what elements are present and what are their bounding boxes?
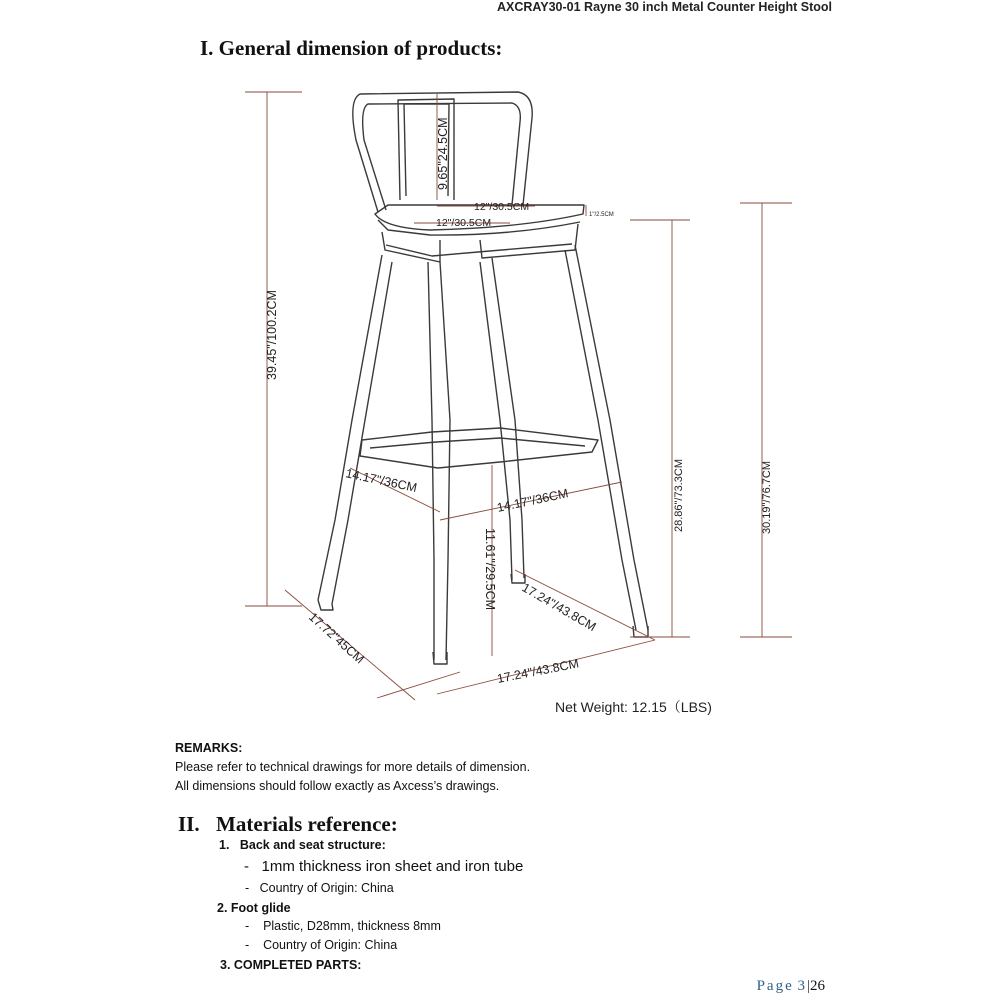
dimension-lines	[245, 92, 792, 700]
remarks-block	[175, 739, 530, 796]
materials-item-1-bullet-1: - 1mm thickness iron sheet and iron tube	[244, 858, 524, 875]
dim-seat-thickness: 1"/2.5CM	[589, 212, 614, 218]
dim-base-bottom: 17.24"/43.8CM	[495, 656, 581, 686]
dim-side-left: 14.17"/36CM	[344, 466, 419, 496]
dim-top-seat-height: 30.19"/76.7CM	[761, 460, 773, 534]
page-number: 3	[797, 978, 807, 994]
dim-total-height: 39.45"/100.2CM	[265, 290, 279, 380]
materials-item-3-title: 3. COMPLETED PARTS:	[220, 958, 362, 972]
net-weight: Net Weight: 12.15（LBS)	[555, 699, 712, 715]
materials-item-2-title: 2. Foot glide	[217, 901, 291, 915]
section-1-title: I. General dimension of products:	[200, 36, 503, 60]
dim-seat-depth: 12"/30.5CM	[474, 201, 530, 213]
dim-footrest-height: 11.61"/29.5CM	[483, 528, 497, 611]
remarks-line-2: All dimensions should follow exactly as Axcess’s drawings.	[175, 779, 500, 793]
stool-outline	[318, 92, 648, 664]
remarks-title: REMARKS:	[175, 741, 243, 755]
dim-seat-width: 12"/30.5CM	[436, 217, 492, 229]
materials-item-2-bullet-2: - Country of Origin: China	[245, 938, 398, 952]
page-separator: |	[806, 978, 810, 994]
page-total: 26	[810, 978, 825, 994]
materials-item-1-bullet-2: - Country of Origin: China	[245, 881, 394, 895]
section-2-title: Materials reference:	[216, 812, 398, 836]
dim-base-left: 17.72"45CM	[305, 609, 367, 667]
materials-item-1-title: 1. Back and seat structure:	[219, 838, 386, 852]
page-word: Page	[756, 978, 794, 994]
materials-item-2-bullet-1: - Plastic, D28mm, thickness 8mm	[245, 919, 441, 933]
dim-side-right: 14.17"/36CM	[495, 486, 570, 515]
document-header: AXCRAY30-01 Rayne 30 inch Metal Counter Height Stool	[496, 0, 832, 14]
dim-seat-height: 28.86"/73.3CM	[673, 458, 685, 532]
dim-base-diag-right: 17.24"/43.8CM	[519, 580, 599, 635]
remarks-line-1: Please refer to technical drawings for more details of dimension.	[175, 760, 531, 774]
dim-back-height: 9.65"24.5CM	[436, 117, 450, 190]
section-2-num: II.	[178, 812, 200, 836]
page-footer	[757, 978, 825, 995]
